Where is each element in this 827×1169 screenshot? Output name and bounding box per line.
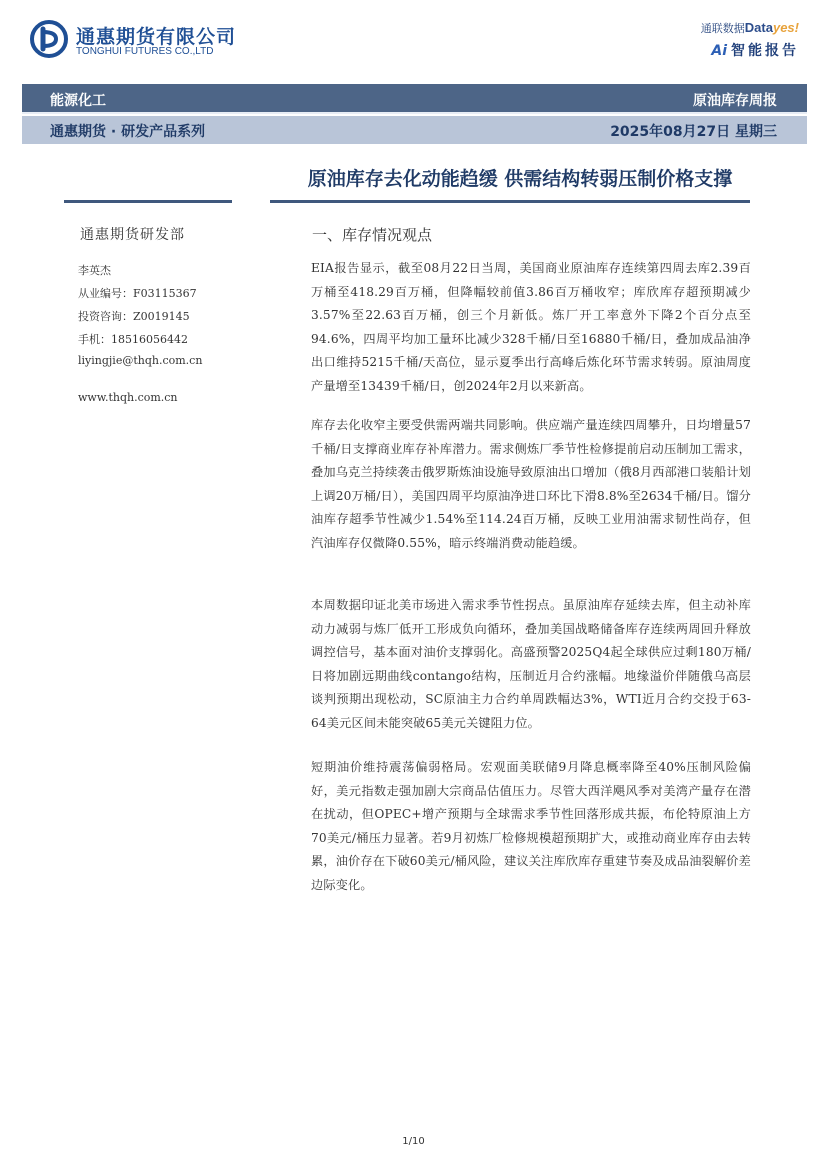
series-banner [22,116,807,144]
paragraph-2: 库存去化收窄主要受供需两端共同影响。供应端产量连续四周攀升，日均增量57千桶/日支撑商业库存补库潜力。需求侧炼厂季节性检修提前启动压制加工需求，叠加乌克兰持续袭击俄罗斯炼油设施导致原油出口增加（俄8月西部港口装船计划上调20万桶/日），美国四周平均原油净进口环比下滑8.8%至2634千桶/日。馏分油库存超季节性减少1.54%至114.24百万桶，反映工业用油需求韧性尚存，但汽油库存仅微降0.55%，暗示终端消费动能趋缓。 [311,418,751,550]
sidebar-divider [64,200,232,203]
department-name: 通惠期货研发部 [80,227,185,243]
paragraph-1: EIA报告显示，截至08月22日当周，美国商业原油库存连续第四周去库2.39百万桶至418.29百万桶，但降幅较前值3.86百万桶收窄；库欣库存超预期减少3.57%至22.63百万桶，创三个月新低。炼厂开工率意外下降2个百分点至94.6%，四周平均加工量环比减少328千桶/日至16880千桶/日，叠加成品油净出口维持5215千桶/天高位，显示夏季出行高峰后炼化环节需求转弱。原油周度产量增至13439千桶/日，创2024年2月以来新高。 [311,261,751,393]
paragraph-4: 短期油价维持震荡偏弱格局。宏观面美联储9月降息概率降至40%压制风险偏好，美元指数走强加剧大宗商品估值压力。尽管大西洋飓风季对美湾产量存在潜在扰动，但OPEC+增产预期与全球需求季节性回落形成共振，布伦特原油上方70美元/桶压力显著。若9月初炼厂检修规模超预期扩大，或推动商业库存由去转累，油价存在下破60美元/桶风险，建议关注库欣库存重建节奏及成品油裂解价差边际变化。 [311,760,751,892]
category-label: 能源化工 [50,93,106,109]
analyst-name: 李英杰 [78,264,111,277]
page-title: 原油库存去化动能趋缓 供需结构转弱压制价格支撑 [307,168,733,190]
email-link[interactable]: liyingjie@thqh.com.cn [78,354,203,367]
brand-line [659,20,799,36]
advisory-line [78,308,190,324]
paragraph-3: 本周数据印证北美市场进入需求季节性拐点。虽原油库存延续去库，但主动补库动力减弱与炼厂低开工形成负向循环，叠加美国战略储备库存连续两周回升释放调控信号，基本面对油价支撑弱化。高盛预警2025Q4起全球供应过剩180万桶/日将加剧远期曲线contango结构，压制近月合约涨幅。地缘溢价伴随俄乌高层谈判预期出现松动，SC原油主力合约单周跌幅达3%，WTI近月合约交投于63-64美元区间未能突破65美元关键阻力位。 [311,598,751,730]
license-number: F03115367 [133,287,197,300]
license-line [78,285,197,301]
license-label: 从业编号： [78,287,133,300]
datayes-brand [659,20,799,60]
tonghui-logo-icon [30,20,68,58]
brand-yes: yes! [772,20,799,35]
advisory-number: Z0019145 [133,310,190,323]
brand-ai: Ai [711,43,727,59]
report-type-label: 原油库存周报 [693,93,777,109]
phone-number: 18516056442 [111,333,188,346]
series-label: 通惠期货 · 研发产品系列 [50,124,206,140]
section-heading: 一、库存情况观点 [312,226,433,244]
website-link[interactable]: www.thqh.com.cn [78,391,178,404]
brand-data: Data [744,20,773,35]
advisory-label: 投资咨询： [78,310,133,323]
company-name-cn: 通惠期货有限公司 [76,26,237,48]
brand-prefix: 通联数据 [700,23,745,35]
phone-line [78,331,188,347]
category-banner [22,84,807,114]
phone-label: 手机： [78,333,111,346]
report-date: 2025年08月27日 星期三 [610,124,777,140]
company-logo [30,18,237,60]
company-name-en: TONGHUI FUTURES CO.,LTD [76,46,214,57]
page-number: 1/10 [402,1136,425,1147]
brand-report-line [659,40,799,60]
brand-report: 智能报告 [731,43,799,59]
title-divider [270,200,750,203]
